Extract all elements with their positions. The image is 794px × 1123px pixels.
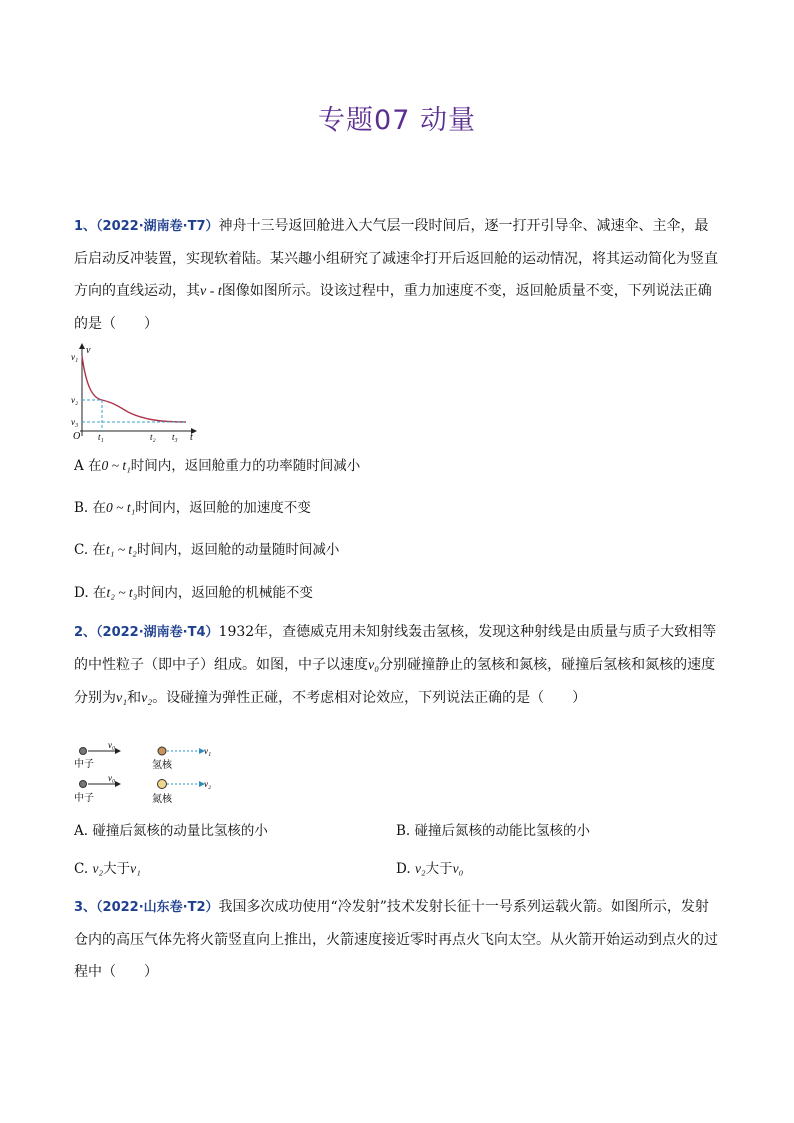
neutron-1 — [80, 748, 87, 755]
v0-label-1: v₀ — [108, 740, 116, 750]
t1-label: t₁ — [98, 432, 104, 442]
t3-label: t₃ — [172, 432, 178, 442]
q2-option-c[interactable]: C. v₂大于v₁ — [74, 861, 141, 877]
v1-symbol: v₁ — [116, 691, 128, 706]
v2-label: v₂ — [204, 779, 212, 789]
v1-label: v₁ — [204, 746, 212, 756]
v0-label-2: v₀ — [108, 773, 116, 783]
neutron-label-1: 中子 — [74, 759, 94, 770]
question-2: 2、（2022·湖南卷·T4）1932年，查德威克用未知射线轰击氢核，发现这种射线是由质量与质子大致相等的中性粒子（即中子）组成。如图，中子以速度v₀分别碰撞静止的氢核和氮核，碰撞后氢核和氮核的速度分别为v₁和v₂。设碰撞为弹性正碰，不考虑相对论效应，下列说法正确的是（ ） — [74, 624, 717, 706]
question-3 — [74, 891, 722, 988]
collision-diagram — [70, 740, 230, 806]
question-text: 1932年，查德威克用未知射线轰击氢核，发现这种射线是由质量与质子大致相等的中性粒子（即中子）组成。如图，中子以速度 — [74, 624, 717, 673]
question-source: （2022·山东卷·T2） — [96, 900, 219, 915]
question-text-cont: 图像如图所示。设该过程中，重力加速度不变，返回舱质量不变，下列说法正确的是（ ） — [74, 283, 712, 332]
q2-option-a[interactable]: A. 碰撞后氮核的动量比氢核的小 — [74, 823, 268, 839]
question-number: 1、 — [74, 219, 97, 234]
question-number: 3、 — [74, 900, 97, 915]
q2-option-d[interactable]: D. v₂大于v₀ — [396, 861, 464, 877]
v2-label: v₂ — [71, 395, 79, 405]
neutron-2 — [80, 781, 87, 788]
v2-symbol: v₂ — [141, 691, 153, 706]
q2-option-b[interactable]: B. 碰撞后氮核的动能比氢核的小 — [396, 823, 591, 839]
time-range: 0 ~ t₁ — [101, 458, 131, 473]
v3-label: v₃ — [71, 417, 79, 427]
velocity-curve — [82, 356, 186, 422]
question-text: 我国多次成功使用“冷发射”技术发射长征十一号系列运载火箭。如图所示，发射仓内的高压气体先将火箭竖直向上推出，火箭速度接近零时再点火飞向太空。从火箭开始运动到点火的过程中（ ） — [74, 899, 718, 980]
page-title: 专题07 动量 — [318, 105, 476, 136]
time-range: t₂ ~ t₃ — [106, 585, 138, 600]
q1-option-d[interactable]: D. 在t₂ ~ t₃时间内，返回舱的机械能不变 — [74, 585, 313, 601]
vt-symbol: v - t — [200, 284, 222, 299]
q1-option-a[interactable]: A 在0 ~ t₁时间内，返回舱重力的功率随时间减小 — [74, 458, 361, 474]
question-1 — [74, 210, 722, 340]
time-range: 0 ~ t₁ — [106, 500, 136, 515]
vt-graph — [70, 340, 200, 442]
hydrogen-label: 氢核 — [152, 760, 172, 771]
time-range: t₁ ~ t₂ — [105, 542, 137, 557]
question-number: 2、 — [74, 625, 97, 640]
hydrogen-nucleus — [158, 747, 166, 755]
v0-symbol: v₀ — [368, 658, 380, 673]
question-source: （2022·湖南卷·T4） — [96, 625, 219, 640]
origin-label: O — [73, 431, 81, 442]
neutron-label-2: 中子 — [74, 793, 94, 804]
v-label: v — [86, 345, 91, 356]
t2-label: t₂ — [150, 432, 156, 442]
q1-option-c[interactable]: C. 在t₁ ~ t₂时间内，返回舱的动量随时间减小 — [74, 542, 340, 558]
question-source: （2022·湖南卷·T7） — [96, 219, 219, 234]
q1-option-b[interactable]: B. 在0 ~ t₁时间内，返回舱的加速度不变 — [74, 500, 311, 516]
t-label: t — [190, 432, 193, 442]
nitrogen-nucleus — [158, 780, 167, 789]
nitrogen-label: 氮核 — [152, 794, 172, 805]
question-text: 神舟十三号返回舱进入大气层一段时间后，逐一打开引导伞、减速伞、主伞，最后启动反冲装置，实现软着陆。某兴趣小组研究了减速伞打开后返回舱的运动情况，将其运动简化为竖直方向的直线运动，其 — [74, 218, 718, 299]
v1-label: v₁ — [71, 352, 79, 362]
